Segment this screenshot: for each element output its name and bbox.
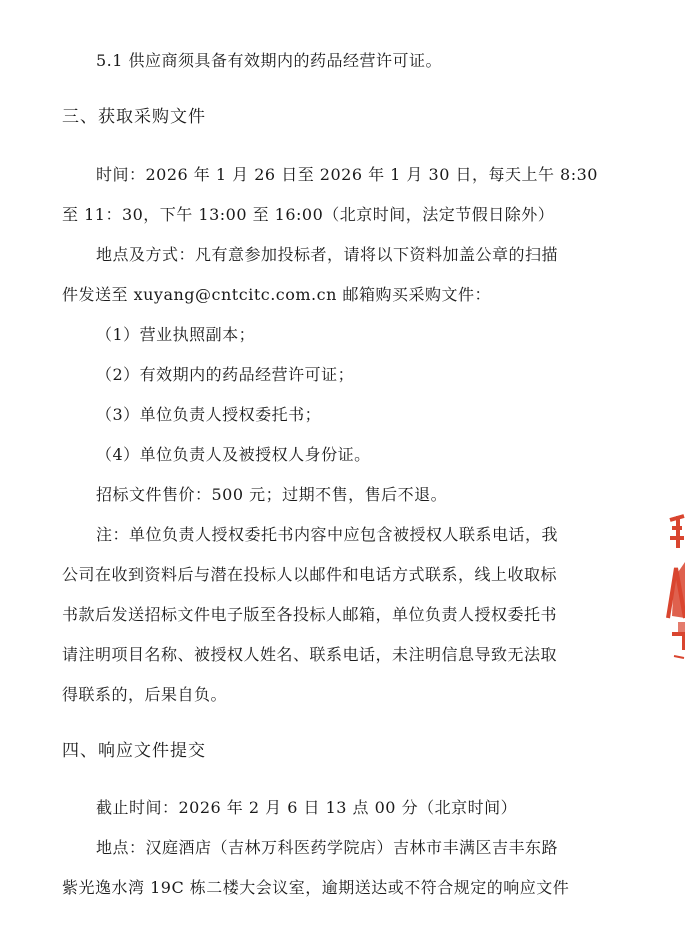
submission-location-line-2: 紫光逸水湾 19C 栋二楼大会议室，逾期送达或不符合规定的响应文件 (62, 878, 570, 897)
section-heading-3: 三、获取采购文件 (62, 107, 206, 127)
note-line-5: 得联系的，后果自负。 (62, 685, 228, 704)
list-item-1: （1）营业执照副本； (96, 325, 256, 344)
time-line-1: 时间：2026 年 1 月 26 日至 2026 年 1 月 30 日，每天上午 8:30 (96, 165, 598, 184)
note-line-4: 请注明项目名称、被授权人姓名、联系电话，未注明信息导致无法取 (62, 645, 558, 664)
location-method-line-1: 地点及方式：凡有意参加投标者，请将以下资料加盖公章的扫描 (96, 245, 559, 264)
requirement-5-1: 5.1 供应商须具备有效期内的药品经营许可证。 (96, 51, 443, 70)
deadline-line: 截止时间：2026 年 2 月 6 日 13 点 00 分（北京时间） (96, 798, 518, 817)
section-heading-4: 四、响应文件提交 (62, 741, 206, 761)
company-seal-fragment (664, 508, 685, 668)
price-line: 招标文件售价：500 元；过期不售，售后不退。 (96, 485, 448, 504)
submission-location-line-1: 地点：汉庭酒店（吉林万科医药学院店）吉林市丰满区吉丰东路 (96, 838, 559, 857)
list-item-4: （4）单位负责人及被授权人身份证。 (96, 445, 371, 464)
time-line-2: 至 11：30，下午 13:00 至 16:00（北京时间，法定节假日除外） (62, 205, 555, 224)
note-line-2: 公司在收到资料后与潜在投标人以邮件和电话方式联系，线上收取标 (62, 565, 558, 584)
location-method-line-2: 件发送至 xuyang@cntcitc.com.cn 邮箱购买采购文件： (62, 285, 491, 304)
note-line-1: 注：单位负责人授权委托书内容中应包含被授权人联系电话，我 (96, 525, 559, 544)
list-item-2: （2）有效期内的药品经营许可证； (96, 365, 355, 384)
note-line-3: 书款后发送招标文件电子版至各投标人邮箱，单位负责人授权委托书 (62, 605, 558, 624)
list-item-3: （3）单位负责人授权委托书； (96, 405, 322, 424)
